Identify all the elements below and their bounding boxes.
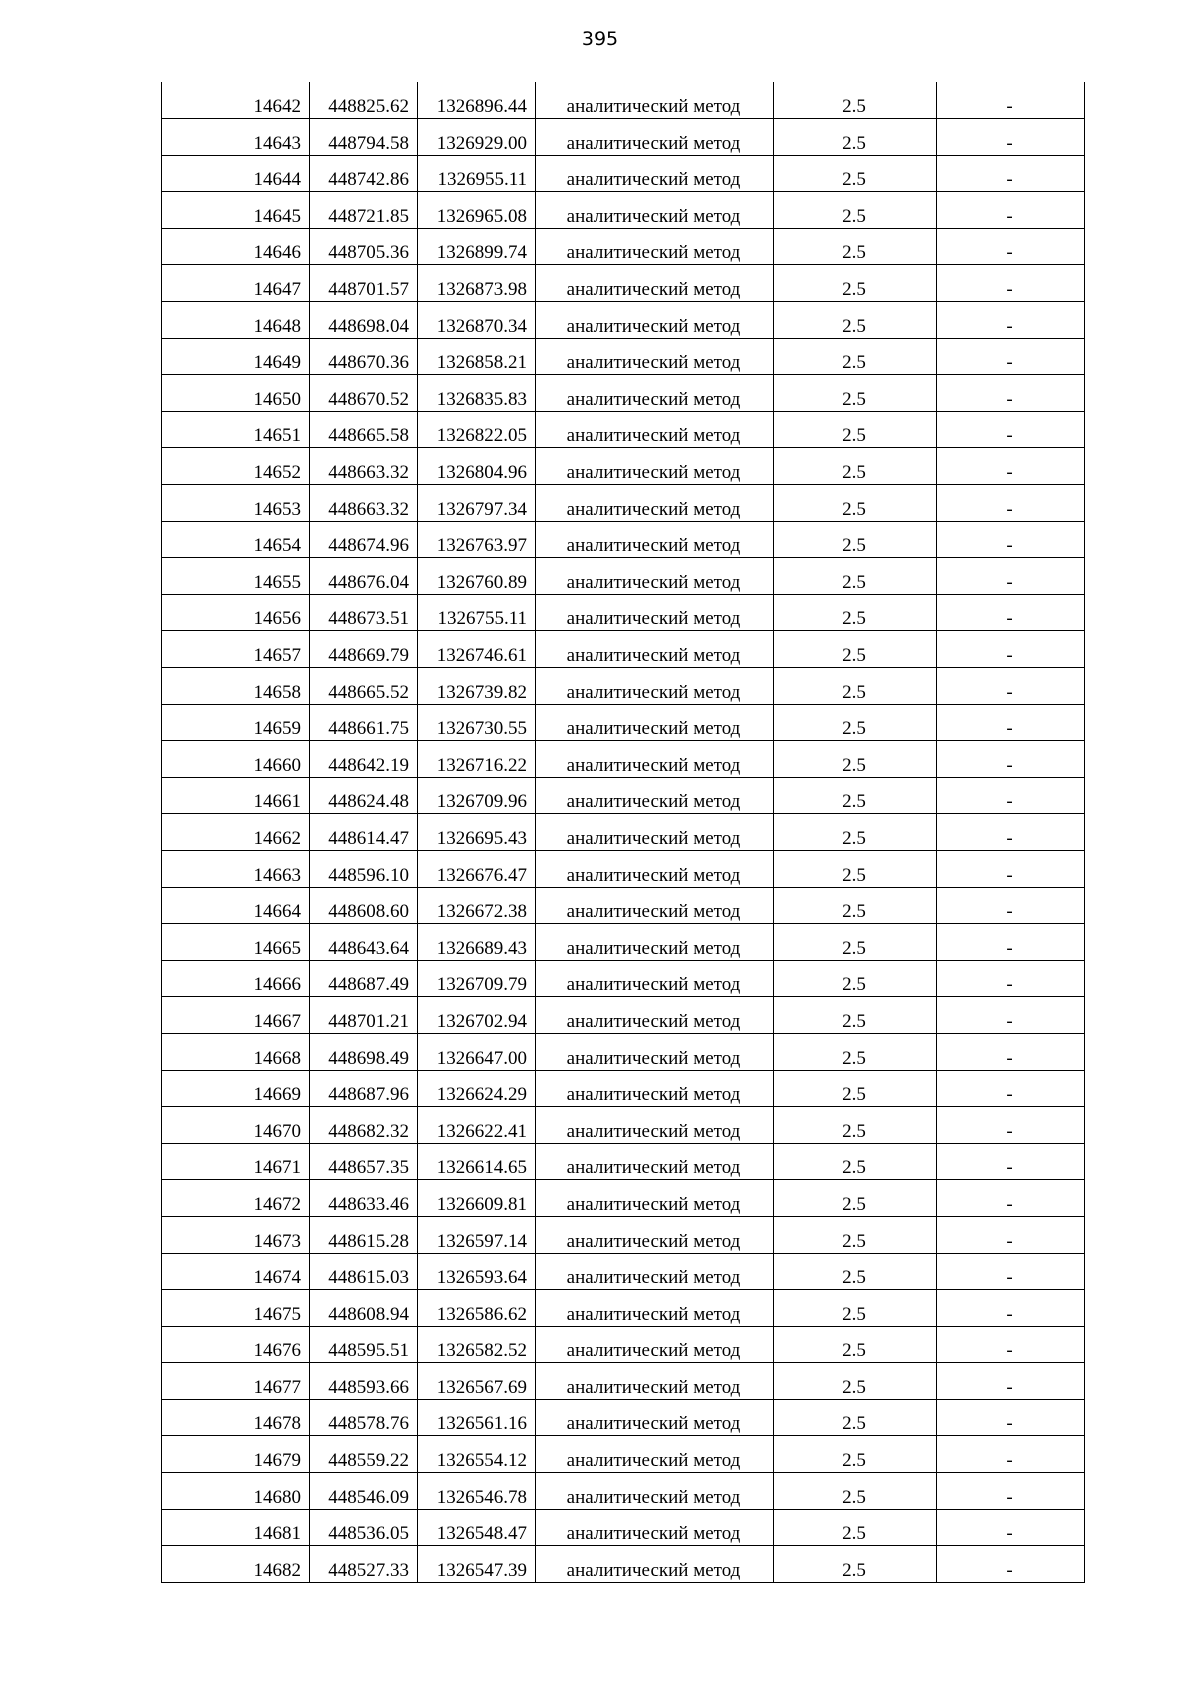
y-coordinate-cell: 1326763.97 [418, 521, 536, 558]
x-coordinate-cell: 448608.60 [310, 887, 418, 924]
point-number-cell: 14646 [162, 228, 310, 265]
x-coordinate-cell: 448698.04 [310, 302, 418, 339]
point-number-cell: 14655 [162, 558, 310, 595]
table-row [162, 960, 1085, 997]
accuracy-cell: 2.5 [774, 1216, 937, 1253]
x-coordinate-cell: 448661.75 [310, 704, 418, 741]
x-coordinate-cell: 448663.32 [310, 485, 418, 522]
page-number: 395 [581, 28, 619, 50]
accuracy-cell: 2.5 [774, 485, 937, 522]
x-coordinate-cell: 448608.94 [310, 1290, 418, 1327]
x-coordinate-cell: 448687.96 [310, 1070, 418, 1107]
point-number-cell: 14659 [162, 704, 310, 741]
accuracy-cell: 2.5 [774, 997, 937, 1034]
table-row [162, 1107, 1085, 1144]
table-row [162, 302, 1085, 339]
y-coordinate-cell: 1326899.74 [418, 228, 536, 265]
point-number-cell: 14681 [162, 1509, 310, 1546]
method-cell: аналитический метод [536, 594, 774, 631]
method-cell: аналитический метод [536, 668, 774, 705]
y-coordinate-cell: 1326822.05 [418, 411, 536, 448]
x-coordinate-cell: 448596.10 [310, 850, 418, 887]
point-number-cell: 14643 [162, 119, 310, 156]
y-coordinate-cell: 1326797.34 [418, 485, 536, 522]
x-coordinate-cell: 448615.28 [310, 1216, 418, 1253]
coordinates-table-body [162, 82, 1085, 1582]
y-coordinate-cell: 1326858.21 [418, 338, 536, 375]
method-cell: аналитический метод [536, 777, 774, 814]
y-coordinate-cell: 1326929.00 [418, 119, 536, 156]
method-cell: аналитический метод [536, 265, 774, 302]
y-coordinate-cell: 1326870.34 [418, 302, 536, 339]
y-coordinate-cell: 1326672.38 [418, 887, 536, 924]
note-cell: - [937, 1473, 1085, 1510]
point-number-cell: 14664 [162, 887, 310, 924]
accuracy-cell: 2.5 [774, 375, 937, 412]
table-row [162, 997, 1085, 1034]
y-coordinate-cell: 1326695.43 [418, 814, 536, 851]
table-row [162, 1326, 1085, 1363]
point-number-cell: 14644 [162, 155, 310, 192]
accuracy-cell: 2.5 [774, 411, 937, 448]
point-number-cell: 14676 [162, 1326, 310, 1363]
note-cell: - [937, 887, 1085, 924]
y-coordinate-cell: 1326614.65 [418, 1143, 536, 1180]
method-cell: аналитический метод [536, 1436, 774, 1473]
accuracy-cell: 2.5 [774, 1070, 937, 1107]
x-coordinate-cell: 448546.09 [310, 1473, 418, 1510]
y-coordinate-cell: 1326689.43 [418, 924, 536, 961]
x-coordinate-cell: 448643.64 [310, 924, 418, 961]
x-coordinate-cell: 448669.79 [310, 631, 418, 668]
point-number-cell: 14647 [162, 265, 310, 302]
x-coordinate-cell: 448676.04 [310, 558, 418, 595]
method-cell: аналитический метод [536, 155, 774, 192]
table-row [162, 814, 1085, 851]
method-cell: аналитический метод [536, 411, 774, 448]
point-number-cell: 14679 [162, 1436, 310, 1473]
method-cell: аналитический метод [536, 1473, 774, 1510]
x-coordinate-cell: 448624.48 [310, 777, 418, 814]
note-cell: - [937, 1253, 1085, 1290]
point-number-cell: 14658 [162, 668, 310, 705]
accuracy-cell: 2.5 [774, 814, 937, 851]
note-cell: - [937, 375, 1085, 412]
y-coordinate-cell: 1326547.39 [418, 1546, 536, 1583]
table-row [162, 1180, 1085, 1217]
table-row [162, 1253, 1085, 1290]
note-cell: - [937, 265, 1085, 302]
accuracy-cell: 2.5 [774, 338, 937, 375]
table-row [162, 485, 1085, 522]
note-cell: - [937, 119, 1085, 156]
accuracy-cell: 2.5 [774, 850, 937, 887]
point-number-cell: 14678 [162, 1399, 310, 1436]
y-coordinate-cell: 1326702.94 [418, 997, 536, 1034]
note-cell: - [937, 704, 1085, 741]
note-cell: - [937, 228, 1085, 265]
y-coordinate-cell: 1326746.61 [418, 631, 536, 668]
note-cell: - [937, 521, 1085, 558]
point-number-cell: 14650 [162, 375, 310, 412]
accuracy-cell: 2.5 [774, 1253, 937, 1290]
accuracy-cell: 2.5 [774, 741, 937, 778]
point-number-cell: 14671 [162, 1143, 310, 1180]
accuracy-cell: 2.5 [774, 1033, 937, 1070]
accuracy-cell: 2.5 [774, 1436, 937, 1473]
x-coordinate-cell: 448614.47 [310, 814, 418, 851]
y-coordinate-cell: 1326835.83 [418, 375, 536, 412]
y-coordinate-cell: 1326739.82 [418, 668, 536, 705]
accuracy-cell: 2.5 [774, 1363, 937, 1400]
method-cell: аналитический метод [536, 1546, 774, 1583]
table-row [162, 375, 1085, 412]
accuracy-cell: 2.5 [774, 1143, 937, 1180]
method-cell: аналитический метод [536, 1326, 774, 1363]
y-coordinate-cell: 1326582.52 [418, 1326, 536, 1363]
accuracy-cell: 2.5 [774, 1509, 937, 1546]
table-row [162, 1546, 1085, 1583]
table-row [162, 155, 1085, 192]
x-coordinate-cell: 448670.52 [310, 375, 418, 412]
y-coordinate-cell: 1326709.96 [418, 777, 536, 814]
accuracy-cell: 2.5 [774, 960, 937, 997]
accuracy-cell: 2.5 [774, 192, 937, 229]
method-cell: аналитический метод [536, 1033, 774, 1070]
note-cell: - [937, 155, 1085, 192]
method-cell: аналитический метод [536, 1509, 774, 1546]
table-row [162, 704, 1085, 741]
x-coordinate-cell: 448615.03 [310, 1253, 418, 1290]
y-coordinate-cell: 1326716.22 [418, 741, 536, 778]
accuracy-cell: 2.5 [774, 228, 937, 265]
point-number-cell: 14677 [162, 1363, 310, 1400]
method-cell: аналитический метод [536, 302, 774, 339]
point-number-cell: 14661 [162, 777, 310, 814]
method-cell: аналитический метод [536, 1253, 774, 1290]
y-coordinate-cell: 1326676.47 [418, 850, 536, 887]
point-number-cell: 14645 [162, 192, 310, 229]
accuracy-cell: 2.5 [774, 887, 937, 924]
point-number-cell: 14652 [162, 448, 310, 485]
table-row [162, 1070, 1085, 1107]
accuracy-cell: 2.5 [774, 302, 937, 339]
point-number-cell: 14651 [162, 411, 310, 448]
point-number-cell: 14657 [162, 631, 310, 668]
method-cell: аналитический метод [536, 814, 774, 851]
point-number-cell: 14660 [162, 741, 310, 778]
method-cell: аналитический метод [536, 375, 774, 412]
x-coordinate-cell: 448742.86 [310, 155, 418, 192]
method-cell: аналитический метод [536, 192, 774, 229]
method-cell: аналитический метод [536, 448, 774, 485]
y-coordinate-cell: 1326624.29 [418, 1070, 536, 1107]
note-cell: - [937, 1216, 1085, 1253]
y-coordinate-cell: 1326965.08 [418, 192, 536, 229]
table-row [162, 192, 1085, 229]
note-cell: - [937, 448, 1085, 485]
accuracy-cell: 2.5 [774, 82, 937, 119]
table-row [162, 521, 1085, 558]
point-number-cell: 14656 [162, 594, 310, 631]
accuracy-cell: 2.5 [774, 704, 937, 741]
note-cell: - [937, 1326, 1085, 1363]
point-number-cell: 14682 [162, 1546, 310, 1583]
y-coordinate-cell: 1326561.16 [418, 1399, 536, 1436]
x-coordinate-cell: 448682.32 [310, 1107, 418, 1144]
note-cell: - [937, 1107, 1085, 1144]
y-coordinate-cell: 1326873.98 [418, 265, 536, 302]
note-cell: - [937, 960, 1085, 997]
accuracy-cell: 2.5 [774, 1290, 937, 1327]
method-cell: аналитический метод [536, 997, 774, 1034]
method-cell: аналитический метод [536, 1107, 774, 1144]
method-cell: аналитический метод [536, 1363, 774, 1400]
note-cell: - [937, 411, 1085, 448]
table-row [162, 228, 1085, 265]
x-coordinate-cell: 448674.96 [310, 521, 418, 558]
method-cell: аналитический метод [536, 558, 774, 595]
x-coordinate-cell: 448794.58 [310, 119, 418, 156]
table-row [162, 338, 1085, 375]
x-coordinate-cell: 448701.57 [310, 265, 418, 302]
accuracy-cell: 2.5 [774, 1473, 937, 1510]
y-coordinate-cell: 1326896.44 [418, 82, 536, 119]
y-coordinate-cell: 1326755.11 [418, 594, 536, 631]
table-row [162, 558, 1085, 595]
table-row [162, 924, 1085, 961]
x-coordinate-cell: 448825.62 [310, 82, 418, 119]
table-row [162, 1216, 1085, 1253]
table-row [162, 119, 1085, 156]
y-coordinate-cell: 1326955.11 [418, 155, 536, 192]
accuracy-cell: 2.5 [774, 155, 937, 192]
note-cell: - [937, 777, 1085, 814]
accuracy-cell: 2.5 [774, 668, 937, 705]
accuracy-cell: 2.5 [774, 924, 937, 961]
x-coordinate-cell: 448670.36 [310, 338, 418, 375]
table-row [162, 1509, 1085, 1546]
table-row [162, 741, 1085, 778]
y-coordinate-cell: 1326709.79 [418, 960, 536, 997]
note-cell: - [937, 668, 1085, 705]
table-row [162, 1143, 1085, 1180]
x-coordinate-cell: 448705.36 [310, 228, 418, 265]
note-cell: - [937, 1070, 1085, 1107]
accuracy-cell: 2.5 [774, 1107, 937, 1144]
point-number-cell: 14663 [162, 850, 310, 887]
method-cell: аналитический метод [536, 521, 774, 558]
y-coordinate-cell: 1326548.47 [418, 1509, 536, 1546]
y-coordinate-cell: 1326554.12 [418, 1436, 536, 1473]
method-cell: аналитический метод [536, 1180, 774, 1217]
method-cell: аналитический метод [536, 704, 774, 741]
x-coordinate-cell: 448657.35 [310, 1143, 418, 1180]
y-coordinate-cell: 1326546.78 [418, 1473, 536, 1510]
x-coordinate-cell: 448595.51 [310, 1326, 418, 1363]
accuracy-cell: 2.5 [774, 631, 937, 668]
table-row [162, 265, 1085, 302]
point-number-cell: 14668 [162, 1033, 310, 1070]
method-cell: аналитический метод [536, 741, 774, 778]
point-number-cell: 14667 [162, 997, 310, 1034]
y-coordinate-cell: 1326567.69 [418, 1363, 536, 1400]
method-cell: аналитический метод [536, 228, 774, 265]
y-coordinate-cell: 1326622.41 [418, 1107, 536, 1144]
note-cell: - [937, 997, 1085, 1034]
x-coordinate-cell: 448593.66 [310, 1363, 418, 1400]
point-number-cell: 14680 [162, 1473, 310, 1510]
note-cell: - [937, 338, 1085, 375]
accuracy-cell: 2.5 [774, 1180, 937, 1217]
note-cell: - [937, 1363, 1085, 1400]
table-row [162, 1436, 1085, 1473]
note-cell: - [937, 631, 1085, 668]
note-cell: - [937, 814, 1085, 851]
table-row [162, 1399, 1085, 1436]
note-cell: - [937, 1143, 1085, 1180]
table-row [162, 411, 1085, 448]
method-cell: аналитический метод [536, 850, 774, 887]
note-cell: - [937, 1033, 1085, 1070]
note-cell: - [937, 1180, 1085, 1217]
x-coordinate-cell: 448721.85 [310, 192, 418, 229]
accuracy-cell: 2.5 [774, 594, 937, 631]
accuracy-cell: 2.5 [774, 777, 937, 814]
method-cell: аналитический метод [536, 1399, 774, 1436]
x-coordinate-cell: 448536.05 [310, 1509, 418, 1546]
y-coordinate-cell: 1326593.64 [418, 1253, 536, 1290]
x-coordinate-cell: 448701.21 [310, 997, 418, 1034]
point-number-cell: 14669 [162, 1070, 310, 1107]
point-number-cell: 14662 [162, 814, 310, 851]
point-number-cell: 14670 [162, 1107, 310, 1144]
point-number-cell: 14653 [162, 485, 310, 522]
method-cell: аналитический метод [536, 631, 774, 668]
method-cell: аналитический метод [536, 485, 774, 522]
accuracy-cell: 2.5 [774, 119, 937, 156]
note-cell: - [937, 82, 1085, 119]
x-coordinate-cell: 448559.22 [310, 1436, 418, 1473]
y-coordinate-cell: 1326609.81 [418, 1180, 536, 1217]
x-coordinate-cell: 448698.49 [310, 1033, 418, 1070]
point-number-cell: 14642 [162, 82, 310, 119]
point-number-cell: 14654 [162, 521, 310, 558]
note-cell: - [937, 558, 1085, 595]
x-coordinate-cell: 448665.58 [310, 411, 418, 448]
x-coordinate-cell: 448663.32 [310, 448, 418, 485]
accuracy-cell: 2.5 [774, 265, 937, 302]
note-cell: - [937, 741, 1085, 778]
accuracy-cell: 2.5 [774, 1326, 937, 1363]
table-row [162, 594, 1085, 631]
point-number-cell: 14674 [162, 1253, 310, 1290]
x-coordinate-cell: 448578.76 [310, 1399, 418, 1436]
y-coordinate-cell: 1326586.62 [418, 1290, 536, 1327]
note-cell: - [937, 192, 1085, 229]
note-cell: - [937, 1509, 1085, 1546]
table-row [162, 1473, 1085, 1510]
method-cell: аналитический метод [536, 1290, 774, 1327]
note-cell: - [937, 594, 1085, 631]
note-cell: - [937, 302, 1085, 339]
method-cell: аналитический метод [536, 960, 774, 997]
note-cell: - [937, 1290, 1085, 1327]
x-coordinate-cell: 448527.33 [310, 1546, 418, 1583]
method-cell: аналитический метод [536, 1143, 774, 1180]
table-row [162, 82, 1085, 119]
x-coordinate-cell: 448673.51 [310, 594, 418, 631]
note-cell: - [937, 1546, 1085, 1583]
x-coordinate-cell: 448687.49 [310, 960, 418, 997]
table-row [162, 887, 1085, 924]
y-coordinate-cell: 1326760.89 [418, 558, 536, 595]
note-cell: - [937, 1436, 1085, 1473]
point-number-cell: 14672 [162, 1180, 310, 1217]
method-cell: аналитический метод [536, 119, 774, 156]
method-cell: аналитический метод [536, 887, 774, 924]
method-cell: аналитический метод [536, 924, 774, 961]
point-number-cell: 14666 [162, 960, 310, 997]
point-number-cell: 14648 [162, 302, 310, 339]
accuracy-cell: 2.5 [774, 1399, 937, 1436]
y-coordinate-cell: 1326804.96 [418, 448, 536, 485]
table-row [162, 777, 1085, 814]
point-number-cell: 14675 [162, 1290, 310, 1327]
note-cell: - [937, 924, 1085, 961]
table-row [162, 850, 1085, 887]
x-coordinate-cell: 448665.52 [310, 668, 418, 705]
y-coordinate-cell: 1326597.14 [418, 1216, 536, 1253]
table-row [162, 1033, 1085, 1070]
method-cell: аналитический метод [536, 1070, 774, 1107]
note-cell: - [937, 850, 1085, 887]
table-row [162, 631, 1085, 668]
x-coordinate-cell: 448633.46 [310, 1180, 418, 1217]
method-cell: аналитический метод [536, 1216, 774, 1253]
accuracy-cell: 2.5 [774, 1546, 937, 1583]
accuracy-cell: 2.5 [774, 448, 937, 485]
accuracy-cell: 2.5 [774, 521, 937, 558]
coordinates-table [161, 82, 1085, 1583]
table-row [162, 1290, 1085, 1327]
note-cell: - [937, 485, 1085, 522]
point-number-cell: 14649 [162, 338, 310, 375]
table-row [162, 448, 1085, 485]
table-row [162, 668, 1085, 705]
accuracy-cell: 2.5 [774, 558, 937, 595]
point-number-cell: 14673 [162, 1216, 310, 1253]
y-coordinate-cell: 1326647.00 [418, 1033, 536, 1070]
point-number-cell: 14665 [162, 924, 310, 961]
x-coordinate-cell: 448642.19 [310, 741, 418, 778]
y-coordinate-cell: 1326730.55 [418, 704, 536, 741]
method-cell: аналитический метод [536, 338, 774, 375]
table-row [162, 1363, 1085, 1400]
method-cell: аналитический метод [536, 82, 774, 119]
note-cell: - [937, 1399, 1085, 1436]
